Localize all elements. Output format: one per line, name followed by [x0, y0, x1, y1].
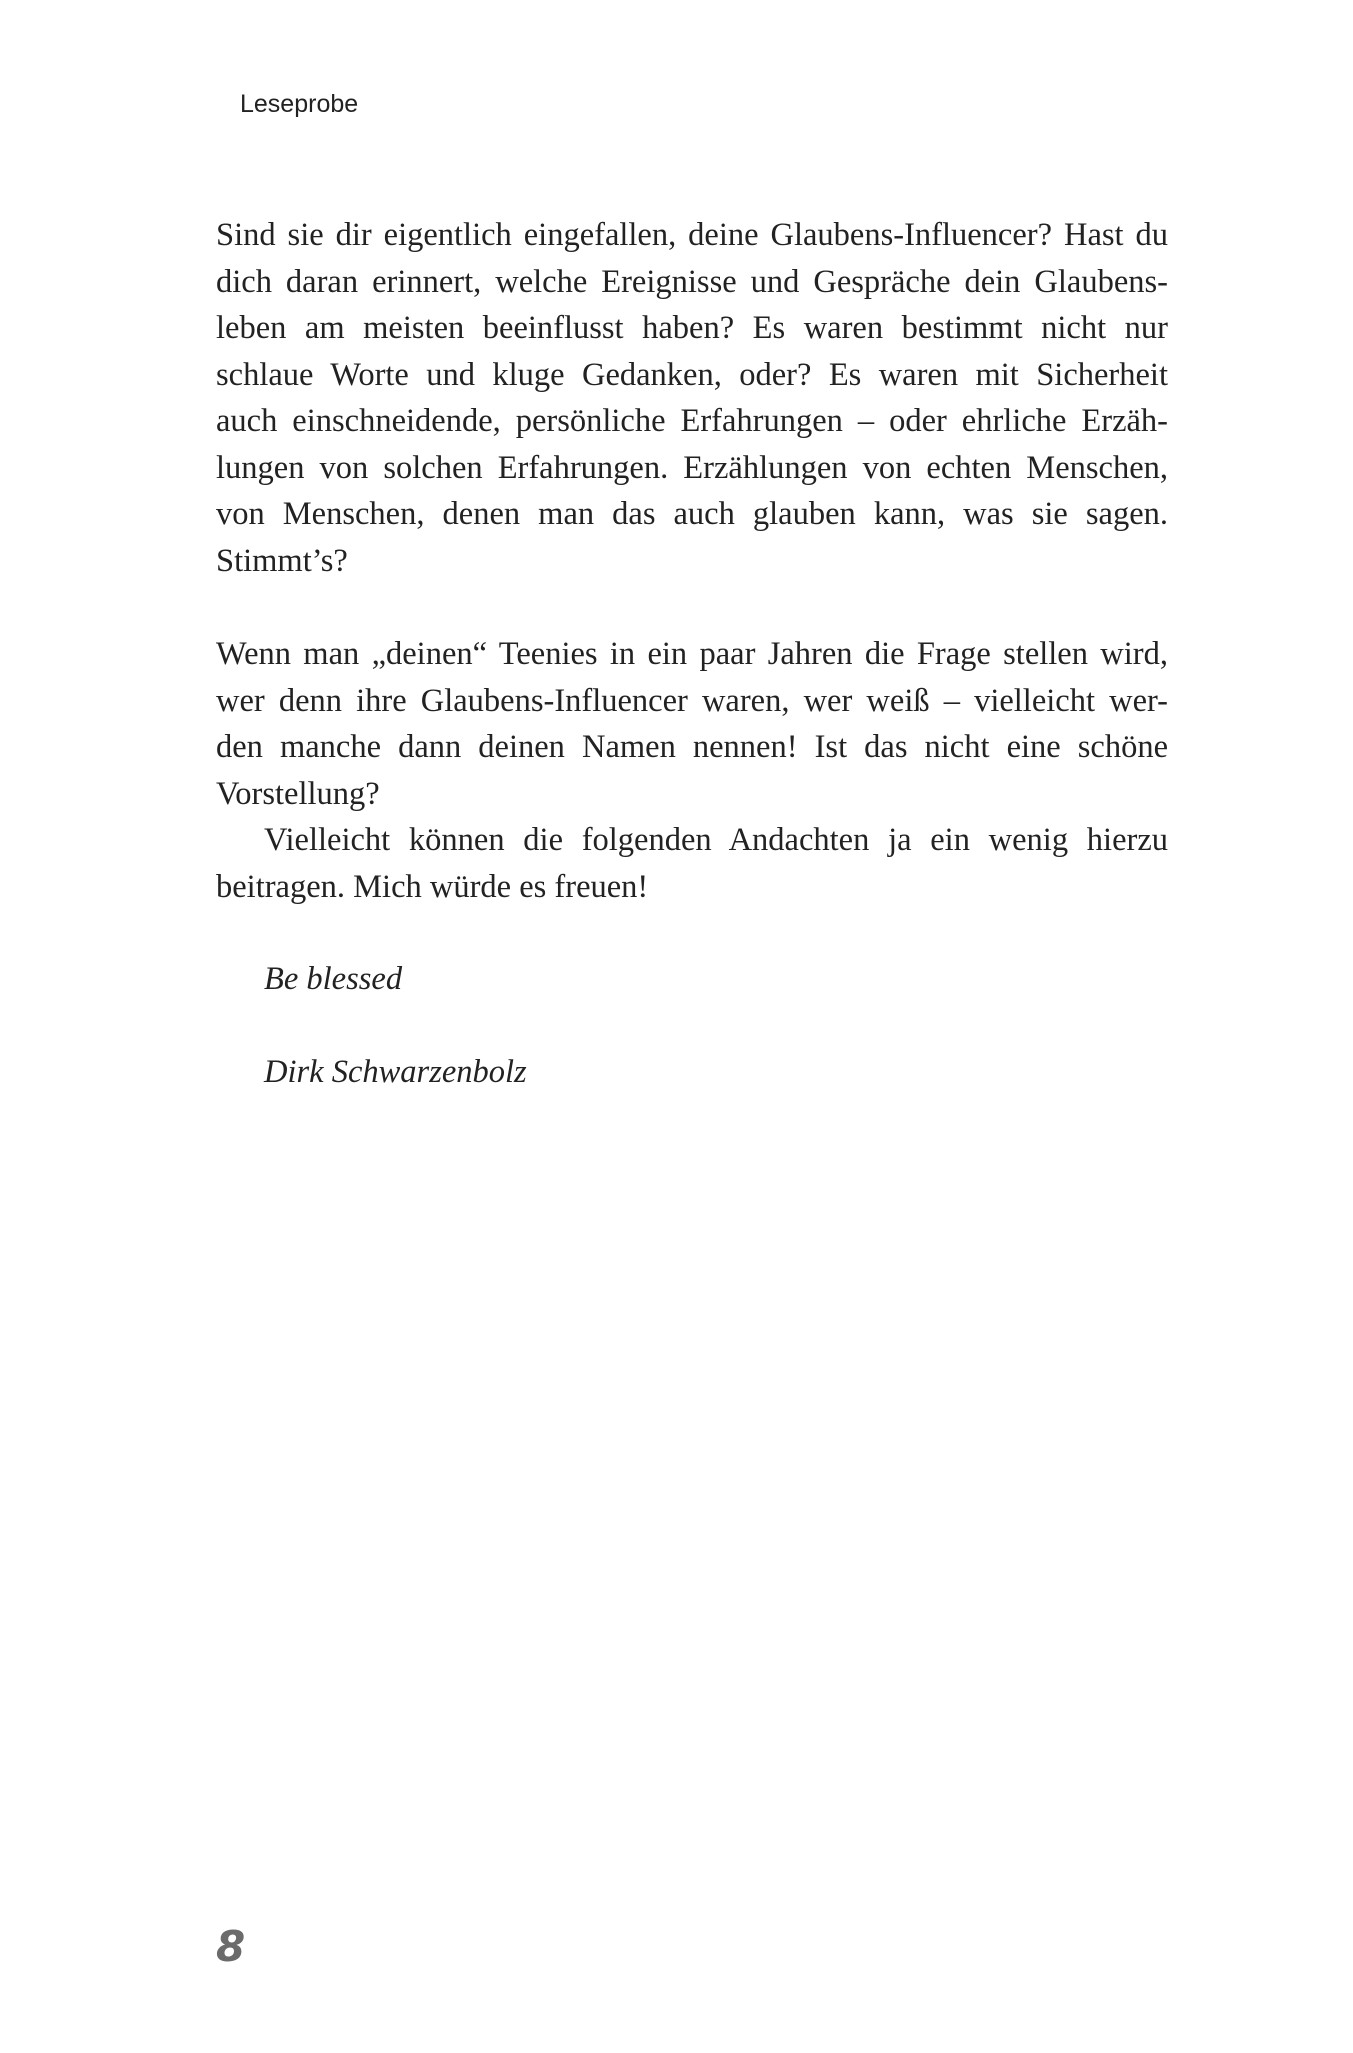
text-line: leben am meisten beeinflusst haben? Es waren bestimmt nicht nur — [216, 310, 1168, 346]
text-line: wer denn ihre Glaubens-Influencer waren, wer weiß – vielleicht wer- — [216, 682, 1168, 719]
text-line: den manche dann deinen Namen nennen! Ist das nicht eine schöne — [216, 729, 1168, 765]
text-line: schlaue Worte und kluge Gedanken, oder? Es waren mit Sicherheit — [216, 356, 1168, 393]
paragraph-1 — [216, 212, 1168, 584]
text-line: dich daran erinnert, welche Ereignisse und Gespräche dein Glaubens- — [216, 263, 1168, 300]
text-line: auch einschneidende, persönliche Erfahrungen – oder ehrliche Erzäh- — [216, 403, 1168, 439]
text-line: Sind sie dir eigentlich eingefallen, deine Glaubens-Influencer? Hast du — [216, 217, 1168, 253]
running-header: Leseprobe — [240, 90, 359, 118]
text-line: Vielleicht können die folgenden Andachten ja ein wenig hierzu — [264, 822, 1168, 858]
text-line: Wenn man „deinen“ Teenies in ein paar Jahren die Frage stellen wird, — [216, 636, 1168, 672]
text-line: von Menschen, denen man das auch glauben kann, was sie sagen. — [216, 496, 1168, 532]
paragraph-2 — [216, 631, 1168, 817]
text-line: lungen von solchen Erfahrungen. Erzählungen von echten Menschen, — [216, 449, 1168, 486]
closing-greeting: Be blessed — [264, 961, 403, 997]
text-line: beitragen. Mich würde es freuen! — [216, 868, 649, 905]
text-line: Stimmt’s? — [216, 542, 348, 579]
paragraph-3 — [216, 817, 1168, 910]
author-signature: Dirk Schwarzenbolz — [264, 1054, 527, 1090]
text-line: Vorstellung? — [216, 775, 380, 812]
page-number: 8 — [216, 1922, 246, 1971]
